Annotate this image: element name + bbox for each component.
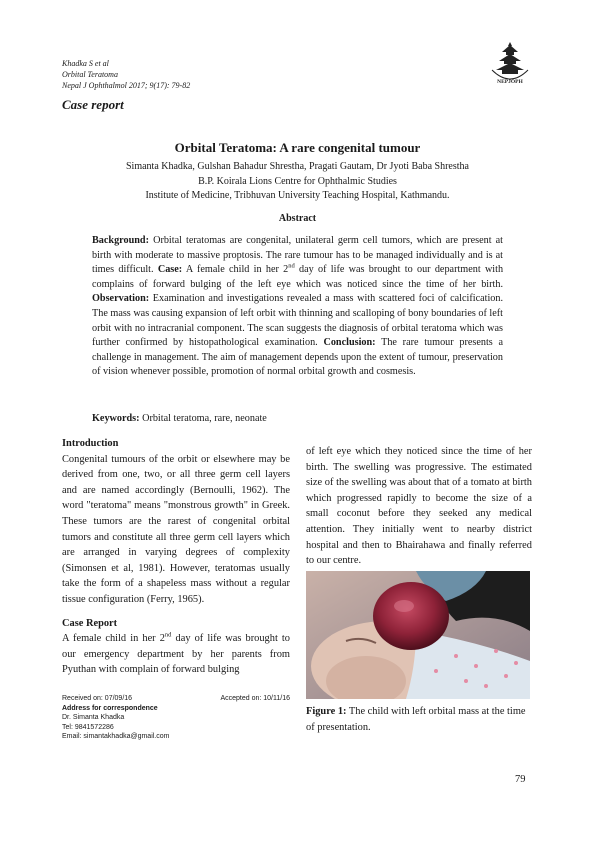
case-report-superscript: nd — [164, 631, 172, 639]
case-report-heading: Case Report — [62, 617, 118, 629]
figure-1-image — [306, 571, 530, 699]
case-superscript: nd — [288, 262, 295, 270]
correspondence-tel: Tel: 9841572286 — [62, 723, 114, 731]
section-label: Case report — [62, 97, 124, 112]
correspondence-email[interactable]: Email: simantakhadka@gmail.com — [62, 733, 170, 741]
abstract-body — [92, 234, 503, 380]
case-report-text-post: day of life was brought to our emergency department by her parents from Pyuthan with complain of forward bulging — [62, 633, 290, 676]
right-column — [306, 444, 532, 569]
introduction-text: Congenital tumours of the orbit or elsewhere may be derived from one, two, or all three germ cell layers and are named accordingly (Bernoulli, 1962). The word "teratoma" means "monstrous growth" in Greek. These tumors are the rarest of congenital orbital tumors and constitute all three germ cell layers which are arranged in varying degrees of complexity (Simonsen et al, 1981). However, teratomas usually take the form of a shapeless mass without a regular tissue configuration (Ferry, 1965). — [62, 453, 290, 605]
logo-text: NEPJOPH — [497, 79, 523, 85]
correspondence-box — [62, 694, 290, 742]
abstract-heading: Abstract — [278, 213, 317, 224]
observation-label: Observation: — [92, 293, 150, 305]
case-text-pre: A female child in her 2 — [185, 264, 289, 276]
running-header — [62, 58, 190, 91]
received-date: Received on: 07/09/16 — [62, 695, 133, 702]
introduction-heading: Introduction — [62, 438, 119, 449]
journal-logo-icon — [488, 40, 532, 88]
author-block — [0, 160, 595, 204]
correspondence-name: Dr. Simanta Khadka — [62, 714, 125, 722]
observation-text: Examination and investigations revealed a mass with scattered foci of calcification. The mass was causing expansion of left orbit with thinning and scalloping of bony boundaries of left orbit with no intracranial component. The scan suggests the diagnosis of orbital teratoma which was further confirmed by histopathological examination. — [92, 293, 504, 349]
affiliation-line-1: B.P. Koirala Lions Centre for Ophthalmic Studies — [198, 175, 397, 187]
case-report-text-pre: A female child in her 2 — [62, 633, 165, 645]
page-number: 79 — [515, 774, 526, 785]
correspondence-heading: Address for correspondence — [62, 704, 158, 712]
figure-1-caption — [306, 704, 534, 735]
header-citation: Nepal J Ophthalmol 2017; 9(17): 79-82 — [62, 81, 191, 90]
accepted-date: Accepted on: 10/11/16 — [220, 695, 290, 702]
case-report-text — [62, 631, 290, 678]
figure-caption-text: The child with left orbital mass at the time of presentation. — [306, 706, 526, 733]
case-label: Case: — [157, 264, 183, 276]
left-column — [62, 436, 290, 678]
case-report-continued: of left eye which they noticed since the time of her birth. The swelling was progressive. The estimated size of the swelling was about that of a tomato at birth which progressed rapidly to become the size of a small coconut before they seeked any medical attention. They initially went to nearby district hospital and then to Bhairahawa and finally referred to our centre. — [306, 446, 532, 567]
conclusion-label: Conclusion: — [323, 337, 376, 349]
conclusion-text: The rare tumour presents a challenge in management. The aim of management depends upon the extent of tumour, preservation of vision whenever possible, promotion of normal orbital growth and cosmesis. — [92, 337, 504, 378]
article-title: Orbital Teratoma: A rare congenital tumour — [174, 140, 421, 155]
affiliation-line-2: Institute of Medicine, Tribhuvan University Teaching Hospital, Kathmandu. — [145, 190, 450, 201]
figure-label: Figure 1: — [306, 706, 347, 717]
case-text-post: day of life was brought to our department with complains of forward bulging of the left eye which was noticed since the time of her birth. — [92, 264, 504, 290]
background-label: Background: — [92, 235, 149, 246]
header-topic: Orbital Teratoma — [62, 70, 118, 79]
keywords-text: Orbital teratoma, rare, neonate — [142, 413, 267, 424]
author-list: Simanta Khadka, Gulshan Bahadur Shrestha, Pragati Gautam, Dr Jyoti Baba Shrestha — [126, 161, 469, 172]
header-authors: Khadka S et al — [62, 59, 109, 68]
background-text: Orbital teratomas are congenital, unilateral germ cell tumors, which are present at birth with moderate to massive proptosis. The rare tumour has to be managed individually and is at times difficult. — [92, 235, 503, 276]
keywords — [92, 413, 267, 424]
keywords-label: Keywords: — [92, 413, 140, 424]
